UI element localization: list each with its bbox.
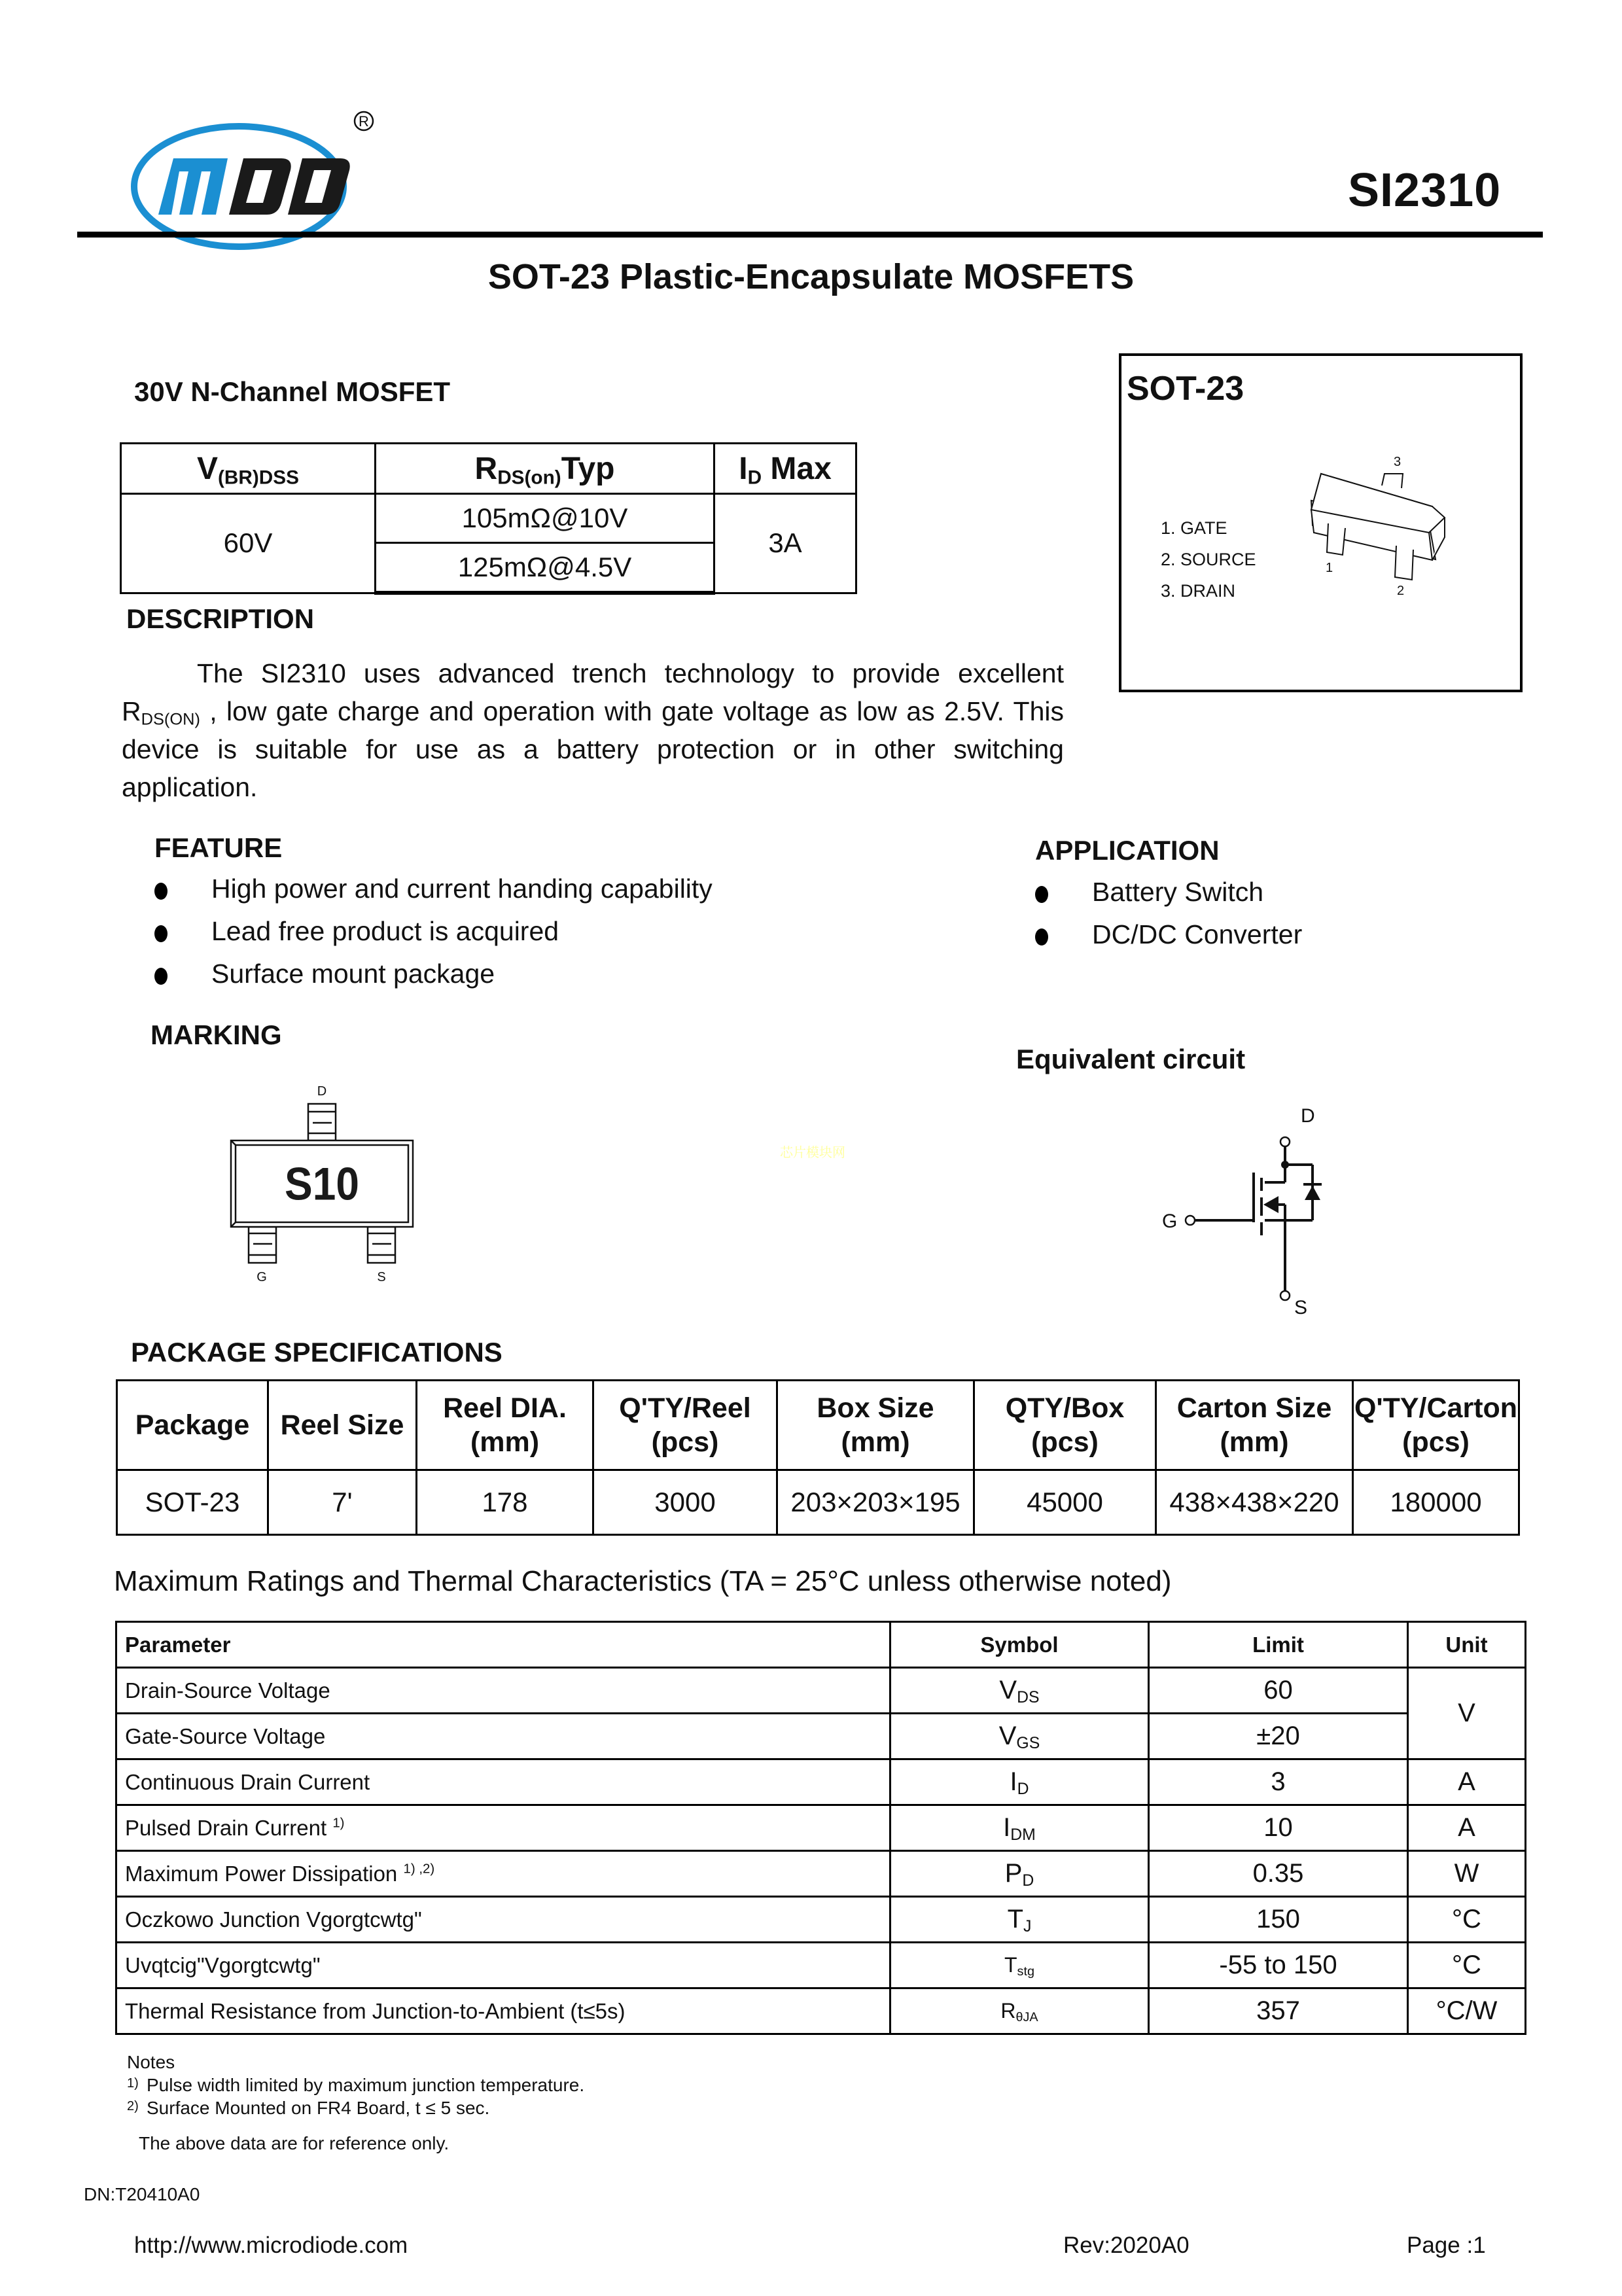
ratings-row: Drain-Source Voltage $V_{DS}$ 60 V bbox=[116, 1668, 1526, 1714]
ratings-row: Maximum Power Dissipation $^{1) ,2)}$ $P_D$ 0.35 W bbox=[116, 1851, 1526, 1897]
rdson-value-10v: 105mΩ@10V bbox=[376, 494, 714, 543]
pin-label-source: 2. SOURCE bbox=[1161, 550, 1256, 569]
notes-title: Notes bbox=[127, 2052, 175, 2072]
pkgspec-cell-qty-reel: 3000 bbox=[593, 1470, 777, 1535]
pkgspec-col-header: Box Size (mm) bbox=[777, 1381, 974, 1470]
description-text: The SI2310 uses advanced trench technology to provide excellent $R_{DS(ON)}$ , low gate charge and operation with gate voltage as low as 2.5V. This device is suitable for use as a battery protection or in other switching application. bbox=[122, 658, 1064, 802]
pin-2-lead bbox=[1395, 546, 1413, 580]
summary-table bbox=[120, 442, 857, 595]
package-box-title: SOT-23 bbox=[1127, 370, 1244, 408]
pin-number-2: 2 bbox=[1397, 584, 1405, 598]
footer-website-link[interactable]: http://www.microdiode.com bbox=[134, 2233, 408, 2258]
pin-label-gate: 1. GATE bbox=[1161, 518, 1227, 538]
logo-letter-m bbox=[158, 158, 228, 215]
vbrdss-header: $V_{(BR)DSS}$ bbox=[121, 444, 376, 494]
source-terminal bbox=[1280, 1291, 1290, 1300]
body-diode-triangle bbox=[1305, 1186, 1320, 1200]
idmax-value: 3A bbox=[714, 494, 856, 593]
pkgspec-data-row bbox=[117, 1470, 1519, 1535]
description-heading: DESCRIPTION bbox=[126, 603, 315, 634]
gate-terminal bbox=[1186, 1216, 1195, 1225]
pin-number-1: 1 bbox=[1326, 561, 1333, 575]
document-title: SOT-23 Plastic-Encapsulate MOSFETS bbox=[487, 257, 1135, 296]
ratings-row: Continuous Drain Current $I_D$ 3 A bbox=[116, 1759, 1526, 1805]
feature-list bbox=[154, 874, 713, 1001]
pin-label-drain: 3. DRAIN bbox=[1161, 581, 1236, 601]
pkgspec-cell-carton-size: 438×438×220 bbox=[1156, 1470, 1353, 1535]
max-ratings-heading: Maximum Ratings and Thermal Characteristics (TA = 25°C unless otherwise noted) bbox=[114, 1565, 1172, 1597]
ratings-col-symbol: Symbol bbox=[890, 1622, 1149, 1668]
package-outline-box bbox=[1119, 353, 1523, 692]
idmax-header: $I_D$ Max bbox=[714, 444, 856, 494]
bullet-icon bbox=[1035, 886, 1048, 903]
part-number: SI2310 bbox=[1348, 164, 1502, 217]
marking-pin-label-d: D bbox=[317, 1084, 327, 1099]
bullet-icon bbox=[154, 925, 167, 942]
application-item: Battery Switch bbox=[1035, 877, 1302, 919]
pin-number-3: 3 bbox=[1394, 455, 1402, 469]
document-number: DN:T20410A0 bbox=[84, 2184, 200, 2204]
watermark-text: 芯片模块网 bbox=[780, 1146, 845, 1160]
registered-mark: R bbox=[359, 113, 369, 130]
marking-pin-label-g: G bbox=[256, 1270, 267, 1284]
reference-disclaimer: The above data are for reference only. bbox=[139, 2133, 450, 2153]
ratings-col-limit: Limit bbox=[1149, 1622, 1408, 1668]
note-item: 2) Surface Mounted on FR4 Board, t ≤ 5 sec. bbox=[127, 2098, 490, 2118]
pkgspec-cell-reel-dia: 178 bbox=[417, 1470, 593, 1535]
notes-section bbox=[127, 2052, 584, 2119]
bullet-icon bbox=[1035, 928, 1048, 945]
application-list bbox=[1035, 877, 1302, 962]
pkgspec-col-header: Q'TY/Reel (pcs) bbox=[593, 1381, 777, 1470]
feature-item: Lead free product is acquired bbox=[154, 916, 713, 959]
footer-revision: Rev:2020A0 bbox=[1063, 2233, 1190, 2258]
circuit-label-g: G bbox=[1162, 1210, 1178, 1232]
logo-letter-d1 bbox=[229, 158, 291, 215]
circuit-label-d: D bbox=[1301, 1105, 1315, 1127]
package-specifications-table bbox=[116, 1379, 1520, 1536]
pkgspec-cell-reel-size: 7' bbox=[268, 1470, 417, 1535]
rdson-header: $R_{DS(on)}Typ$ bbox=[376, 444, 714, 494]
feature-item: High power and current handing capability bbox=[154, 874, 713, 916]
pkgspec-cell-box-size: 203×203×195 bbox=[777, 1470, 974, 1535]
ratings-col-parameter: Parameter bbox=[116, 1622, 890, 1668]
marking-pin-drain bbox=[308, 1104, 336, 1140]
header-rule bbox=[77, 232, 1543, 238]
marking-pin-gate bbox=[249, 1227, 276, 1263]
pkgspec-col-header: Q'TY/Carton (pcs) bbox=[1353, 1381, 1519, 1470]
drain-terminal bbox=[1280, 1137, 1290, 1146]
ratings-row: Gate-Source Voltage $V_{GS}$ ±20 bbox=[116, 1714, 1526, 1759]
rdson-value-4v5: 125mΩ@4.5V bbox=[376, 543, 714, 593]
note-item: 1) Pulse width limited by maximum junction temperature. bbox=[127, 2075, 585, 2095]
pin-1-lead bbox=[1327, 523, 1345, 555]
sot23-package-drawing bbox=[1305, 434, 1514, 605]
ratings-header-row bbox=[116, 1622, 1526, 1668]
marking-drawing bbox=[216, 1073, 425, 1296]
body-arrow bbox=[1263, 1196, 1278, 1213]
pkgspec-col-header: Carton Size (mm) bbox=[1156, 1381, 1353, 1470]
pkgspec-col-header: QTY/Box (pcs) bbox=[974, 1381, 1156, 1470]
marking-pin-source bbox=[368, 1227, 395, 1263]
equivalent-circuit-heading: Equivalent circuit bbox=[1016, 1044, 1246, 1074]
ratings-row: Uvqtcig"Vgorgtcwtg" $T_{stg}$ -55 to 150 °C bbox=[116, 1943, 1526, 1988]
device-subtitle: 30V N-Channel MOSFET bbox=[134, 376, 451, 407]
bullet-icon bbox=[154, 968, 167, 985]
application-item: DC/DC Converter bbox=[1035, 919, 1302, 962]
pkgspec-cell-package: SOT-23 bbox=[117, 1470, 268, 1535]
ratings-col-unit: Unit bbox=[1408, 1622, 1526, 1668]
bullet-icon bbox=[154, 883, 167, 900]
pkgspec-col-header: Reel DIA. (mm) bbox=[417, 1381, 593, 1470]
max-ratings-table bbox=[115, 1621, 1526, 2035]
equivalent-circuit-diagram bbox=[1008, 1099, 1374, 1322]
ratings-row: Thermal Resistance from Junction-to-Ambient (t≤5s) $R_{\theta JA}$ 357 °C/W bbox=[116, 1988, 1526, 2034]
feature-item: Surface mount package bbox=[154, 959, 713, 1001]
ratings-row: Oczkowo Junction Vgorgtcwtg" $T_J$ 150 °C bbox=[116, 1897, 1526, 1943]
circuit-label-s: S bbox=[1294, 1297, 1308, 1318]
marking-code: S10 bbox=[285, 1158, 359, 1210]
vbrdss-value: 60V bbox=[121, 494, 376, 593]
footer-page-number: Page :1 bbox=[1407, 2233, 1486, 2258]
feature-heading: FEATURE bbox=[154, 832, 283, 863]
pkgspec-col-header: Package bbox=[117, 1381, 268, 1470]
application-heading: APPLICATION bbox=[1035, 835, 1220, 866]
pkgspec-cell-qty-carton: 180000 bbox=[1353, 1470, 1519, 1535]
pin-3-lead bbox=[1382, 474, 1403, 488]
package-specifications-heading: PACKAGE SPECIFICATIONS bbox=[131, 1337, 502, 1368]
pkgspec-col-header: Reel Size bbox=[268, 1381, 417, 1470]
ratings-row: Pulsed Drain Current $^{1)}$ $I_{DM}$ 10 A bbox=[116, 1805, 1526, 1851]
summary-header-row bbox=[121, 444, 856, 494]
marking-pin-label-s: S bbox=[377, 1270, 386, 1284]
pkgspec-header-row bbox=[117, 1381, 1519, 1470]
ratings-unit-merged: V bbox=[1408, 1668, 1526, 1759]
marking-heading: MARKING bbox=[150, 1019, 282, 1050]
pkgspec-cell-qty-box: 45000 bbox=[974, 1470, 1156, 1535]
